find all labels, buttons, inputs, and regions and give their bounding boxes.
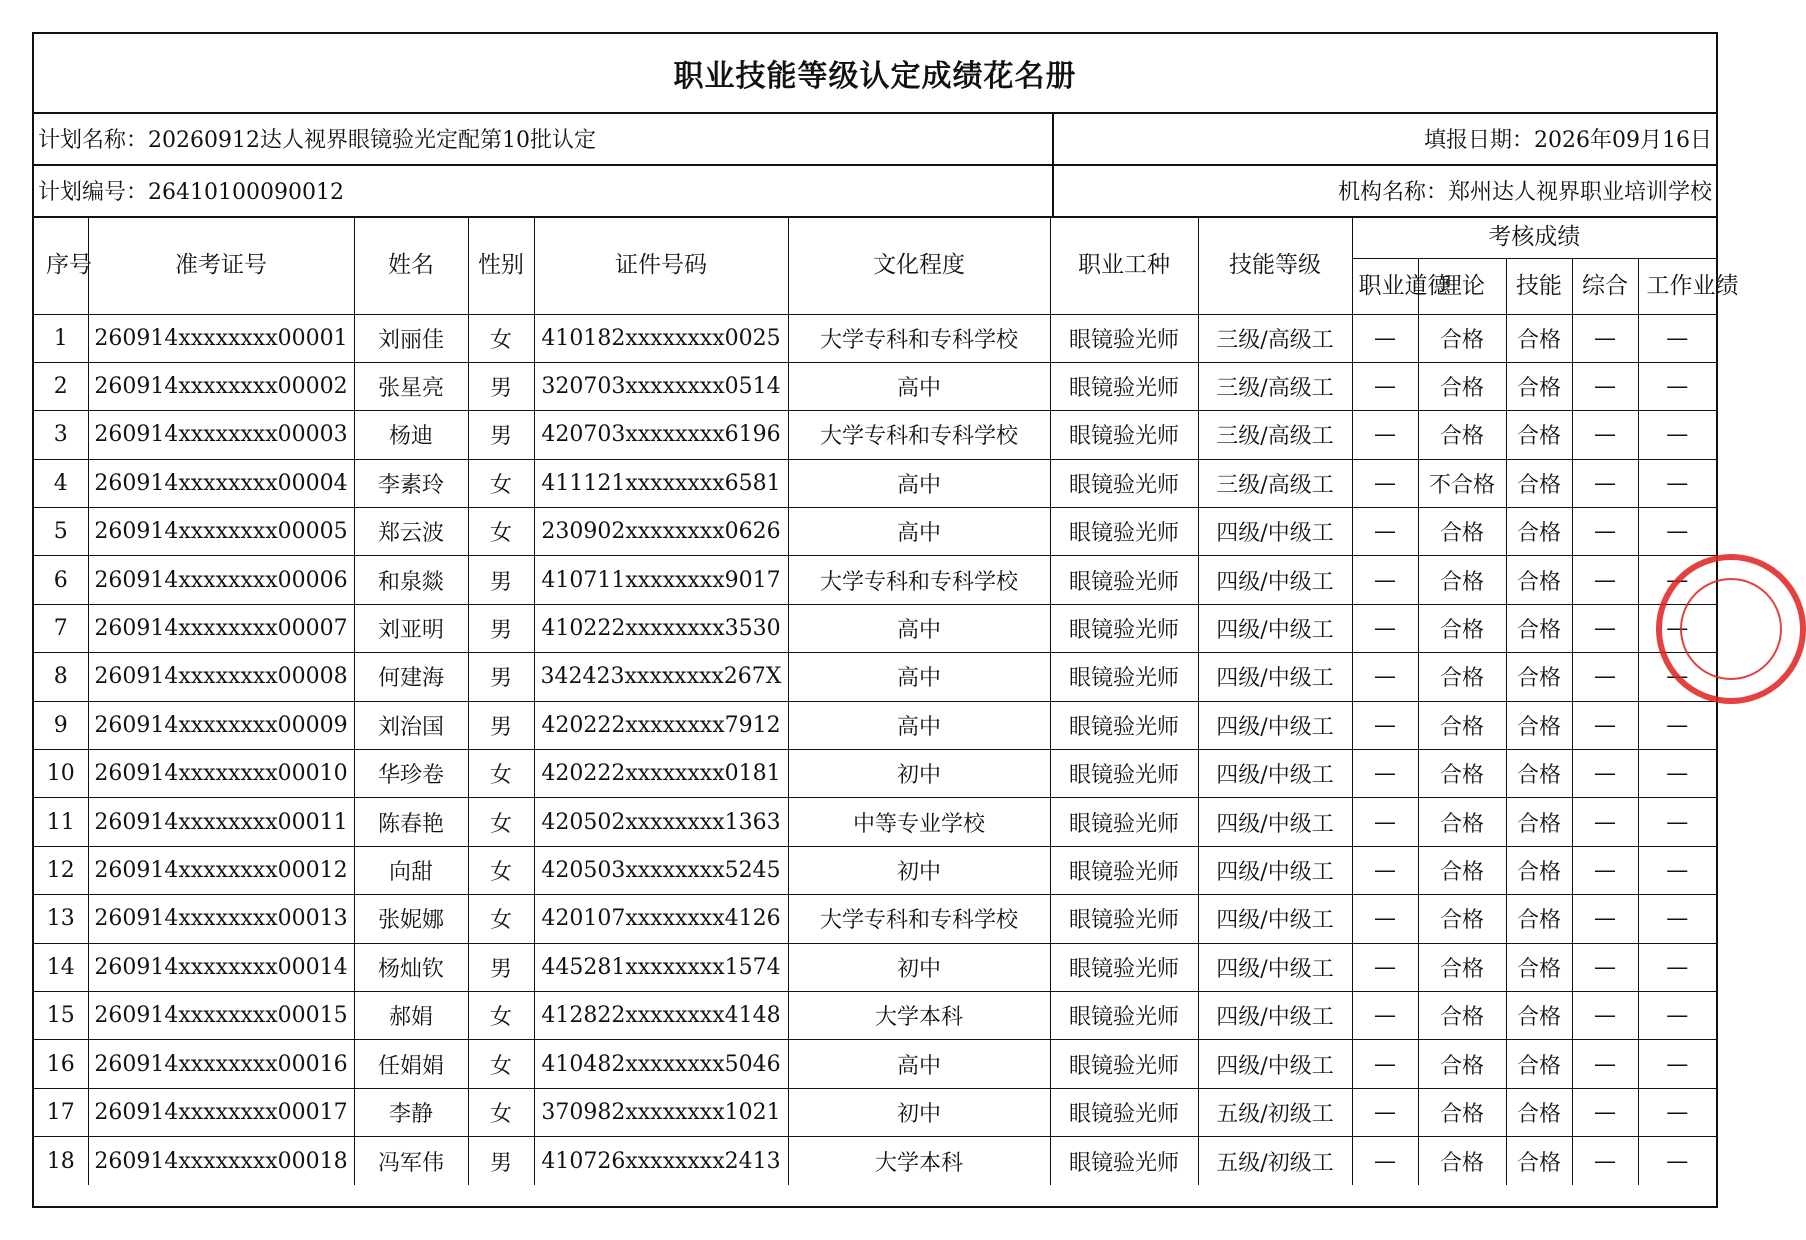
cell-skill: 合格 [1506, 653, 1572, 701]
cell-education: 大学本科 [788, 1137, 1050, 1185]
cell-theory: 合格 [1418, 556, 1506, 604]
cell-education: 初中 [788, 750, 1050, 798]
cell-work: — [1638, 508, 1716, 556]
header-id-no: 证件号码 [534, 216, 788, 314]
cell-skill: 合格 [1506, 1040, 1572, 1088]
header-theory: 理论 [1418, 258, 1506, 314]
header-gender: 性别 [468, 216, 534, 314]
cell-exam-no: 260914xxxxxxxx00009 [88, 701, 354, 749]
score-table [34, 216, 1739, 1185]
cell-level: 三级/高级工 [1198, 459, 1352, 507]
cell-exam-no: 260914xxxxxxxx00008 [88, 653, 354, 701]
cell-exam-no: 260914xxxxxxxx00001 [88, 314, 354, 362]
cell-name: 郑云波 [354, 508, 468, 556]
info-row-code [34, 164, 1716, 218]
cell-id-no: 230902xxxxxxxx0626 [534, 508, 788, 556]
cell-occupation: 眼镜验光师 [1050, 1137, 1198, 1185]
table-row [34, 895, 1716, 943]
cell-education: 高中 [788, 653, 1050, 701]
cell-theory: 合格 [1418, 895, 1506, 943]
cell-gender: 女 [468, 750, 534, 798]
cell-level: 三级/高级工 [1198, 314, 1352, 362]
header-work: 工作业绩 [1638, 258, 1716, 314]
cell-level: 四级/中级工 [1198, 846, 1352, 894]
cell-skill: 合格 [1506, 895, 1572, 943]
header-education: 文化程度 [788, 216, 1050, 314]
cell-overall: — [1572, 1137, 1638, 1185]
cell-id-no: 445281xxxxxxxx1574 [534, 943, 788, 991]
cell-name: 和泉燚 [354, 556, 468, 604]
red-seal-stamp [1656, 554, 1806, 704]
table-row [34, 556, 1716, 604]
cell-exam-no: 260914xxxxxxxx00011 [88, 798, 354, 846]
cell-skill: 合格 [1506, 459, 1572, 507]
cell-id-no: 410182xxxxxxxx0025 [534, 314, 788, 362]
cell-level: 四级/中级工 [1198, 1040, 1352, 1088]
cell-skill: 合格 [1506, 314, 1572, 362]
cell-work: — [1638, 750, 1716, 798]
cell-gender: 女 [468, 1040, 534, 1088]
cell-theory: 合格 [1418, 943, 1506, 991]
cell-seq: 7 [34, 604, 88, 652]
cell-name: 杨灿钦 [354, 943, 468, 991]
cell-occupation: 眼镜验光师 [1050, 701, 1198, 749]
cell-gender: 女 [468, 459, 534, 507]
cell-level: 四级/中级工 [1198, 750, 1352, 798]
cell-seq: 11 [34, 798, 88, 846]
cell-education: 大学专科和专科学校 [788, 556, 1050, 604]
cell-education: 高中 [788, 604, 1050, 652]
cell-gender: 女 [468, 508, 534, 556]
cell-level: 五级/初级工 [1198, 1088, 1352, 1136]
cell-occupation: 眼镜验光师 [1050, 943, 1198, 991]
fill-date: 填报日期：2026年09月16日 [1424, 127, 1712, 153]
info-row-plan [34, 112, 1716, 166]
cell-work: — [1638, 653, 1716, 701]
cell-level: 四级/中级工 [1198, 991, 1352, 1039]
cell-exam-no: 260914xxxxxxxx00005 [88, 508, 354, 556]
cell-skill: 合格 [1506, 798, 1572, 846]
cell-occupation: 眼镜验光师 [1050, 653, 1198, 701]
cell-overall: — [1572, 1088, 1638, 1136]
cell-ethics: — [1352, 604, 1418, 652]
cell-overall: — [1572, 508, 1638, 556]
cell-occupation: 眼镜验光师 [1050, 556, 1198, 604]
cell-theory: 合格 [1418, 314, 1506, 362]
cell-overall: — [1572, 459, 1638, 507]
cell-occupation: 眼镜验光师 [1050, 1040, 1198, 1088]
cell-exam-no: 260914xxxxxxxx00014 [88, 943, 354, 991]
cell-overall: — [1572, 604, 1638, 652]
cell-name: 刘丽佳 [354, 314, 468, 362]
cell-level: 四级/中级工 [1198, 701, 1352, 749]
cell-id-no: 410222xxxxxxxx3530 [534, 604, 788, 652]
cell-overall: — [1572, 798, 1638, 846]
cell-theory: 合格 [1418, 798, 1506, 846]
cell-overall: — [1572, 1040, 1638, 1088]
cell-occupation: 眼镜验光师 [1050, 895, 1198, 943]
cell-id-no: 410482xxxxxxxx5046 [534, 1040, 788, 1088]
cell-exam-no: 260914xxxxxxxx00017 [88, 1088, 354, 1136]
cell-id-no: 410711xxxxxxxx9017 [534, 556, 788, 604]
cell-skill: 合格 [1506, 1137, 1572, 1185]
cell-occupation: 眼镜验光师 [1050, 846, 1198, 894]
cell-id-no: 420222xxxxxxxx0181 [534, 750, 788, 798]
cell-name: 李静 [354, 1088, 468, 1136]
cell-id-no: 420502xxxxxxxx1363 [534, 798, 788, 846]
cell-ethics: — [1352, 362, 1418, 410]
cell-gender: 男 [468, 604, 534, 652]
cell-level: 五级/初级工 [1198, 1137, 1352, 1185]
plan-name: 计划名称：20260912达人视界眼镜验光定配第10批认定 [34, 112, 1054, 164]
cell-ethics: — [1352, 943, 1418, 991]
table-row [34, 1088, 1716, 1136]
cell-level: 四级/中级工 [1198, 604, 1352, 652]
header-seq: 序号 [34, 216, 88, 314]
cell-education: 大学专科和专科学校 [788, 314, 1050, 362]
cell-exam-no: 260914xxxxxxxx00002 [88, 362, 354, 410]
cell-gender: 男 [468, 1137, 534, 1185]
cell-work: — [1638, 411, 1716, 459]
cell-name: 华珍卷 [354, 750, 468, 798]
cell-ethics: — [1352, 701, 1418, 749]
cell-name: 冯军伟 [354, 1137, 468, 1185]
header-overall: 综合 [1572, 258, 1638, 314]
cell-exam-no: 260914xxxxxxxx00018 [88, 1137, 354, 1185]
cell-id-no: 420107xxxxxxxx4126 [534, 895, 788, 943]
cell-skill: 合格 [1506, 701, 1572, 749]
cell-overall: — [1572, 653, 1638, 701]
cell-work: — [1638, 604, 1716, 652]
cell-work: — [1638, 701, 1716, 749]
cell-work: — [1638, 798, 1716, 846]
cell-seq: 9 [34, 701, 88, 749]
table-row [34, 1040, 1716, 1088]
table-row [34, 314, 1716, 362]
cell-name: 张星亮 [354, 362, 468, 410]
cell-work: — [1638, 846, 1716, 894]
cell-overall: — [1572, 701, 1638, 749]
header-exam-no: 准考证号 [88, 216, 354, 314]
cell-seq: 14 [34, 943, 88, 991]
cell-name: 何建海 [354, 653, 468, 701]
cell-name: 刘亚明 [354, 604, 468, 652]
cell-exam-no: 260914xxxxxxxx00016 [88, 1040, 354, 1088]
cell-seq: 12 [34, 846, 88, 894]
cell-ethics: — [1352, 508, 1418, 556]
table-row [34, 943, 1716, 991]
cell-id-no: 410726xxxxxxxx2413 [534, 1137, 788, 1185]
cell-gender: 男 [468, 943, 534, 991]
cell-id-no: 420503xxxxxxxx5245 [534, 846, 788, 894]
cell-theory: 合格 [1418, 991, 1506, 1039]
cell-exam-no: 260914xxxxxxxx00006 [88, 556, 354, 604]
cell-seq: 16 [34, 1040, 88, 1088]
cell-ethics: — [1352, 750, 1418, 798]
table-row [34, 604, 1716, 652]
table-row [34, 701, 1716, 749]
cell-occupation: 眼镜验光师 [1050, 314, 1198, 362]
cell-name: 刘治国 [354, 701, 468, 749]
cell-ethics: — [1352, 1040, 1418, 1088]
cell-ethics: — [1352, 556, 1418, 604]
cell-name: 郝娟 [354, 991, 468, 1039]
table-row [34, 459, 1716, 507]
cell-skill: 合格 [1506, 1088, 1572, 1136]
cell-ethics: — [1352, 991, 1418, 1039]
cell-seq: 8 [34, 653, 88, 701]
cell-occupation: 眼镜验光师 [1050, 459, 1198, 507]
cell-work: — [1638, 943, 1716, 991]
cell-education: 高中 [788, 362, 1050, 410]
table-row [34, 798, 1716, 846]
cell-level: 四级/中级工 [1198, 895, 1352, 943]
cell-education: 大学专科和专科学校 [788, 411, 1050, 459]
cell-seq: 3 [34, 411, 88, 459]
cell-gender: 女 [468, 846, 534, 894]
document-title: 职业技能等级认定成绩花名册 [34, 34, 1716, 114]
cell-occupation: 眼镜验光师 [1050, 508, 1198, 556]
cell-theory: 合格 [1418, 750, 1506, 798]
cell-occupation: 眼镜验光师 [1050, 750, 1198, 798]
cell-theory: 合格 [1418, 846, 1506, 894]
cell-work: — [1638, 1137, 1716, 1185]
cell-skill: 合格 [1506, 846, 1572, 894]
cell-seq: 6 [34, 556, 88, 604]
header-scores: 考核成绩 [1352, 216, 1716, 258]
cell-work: — [1638, 991, 1716, 1039]
table-row [34, 1137, 1716, 1185]
cell-overall: — [1572, 314, 1638, 362]
cell-level: 四级/中级工 [1198, 653, 1352, 701]
cell-gender: 男 [468, 653, 534, 701]
cell-exam-no: 260914xxxxxxxx00013 [88, 895, 354, 943]
cell-theory: 合格 [1418, 1040, 1506, 1088]
cell-seq: 4 [34, 459, 88, 507]
cell-education: 初中 [788, 1088, 1050, 1136]
header-skill: 技能 [1506, 258, 1572, 314]
cell-theory: 合格 [1418, 508, 1506, 556]
cell-skill: 合格 [1506, 943, 1572, 991]
cell-theory: 不合格 [1418, 459, 1506, 507]
cell-exam-no: 260914xxxxxxxx00010 [88, 750, 354, 798]
cell-theory: 合格 [1418, 653, 1506, 701]
cell-occupation: 眼镜验光师 [1050, 1088, 1198, 1136]
cell-theory: 合格 [1418, 362, 1506, 410]
cell-skill: 合格 [1506, 991, 1572, 1039]
cell-work: — [1638, 459, 1716, 507]
cell-skill: 合格 [1506, 750, 1572, 798]
roster-sheet [32, 32, 1739, 1208]
cell-level: 三级/高级工 [1198, 411, 1352, 459]
cell-level: 四级/中级工 [1198, 943, 1352, 991]
cell-gender: 男 [468, 362, 534, 410]
cell-gender: 男 [468, 556, 534, 604]
cell-seq: 1 [34, 314, 88, 362]
cell-education: 大学专科和专科学校 [788, 895, 1050, 943]
cell-name: 陈春艳 [354, 798, 468, 846]
cell-education: 高中 [788, 701, 1050, 749]
cell-gender: 男 [468, 411, 534, 459]
table-row [34, 508, 1716, 556]
cell-exam-no: 260914xxxxxxxx00007 [88, 604, 354, 652]
cell-gender: 女 [468, 314, 534, 362]
cell-level: 四级/中级工 [1198, 556, 1352, 604]
cell-overall: — [1572, 895, 1638, 943]
cell-ethics: — [1352, 653, 1418, 701]
cell-gender: 女 [468, 895, 534, 943]
table-row [34, 846, 1716, 894]
cell-gender: 女 [468, 1088, 534, 1136]
cell-theory: 合格 [1418, 701, 1506, 749]
cell-skill: 合格 [1506, 411, 1572, 459]
cell-overall: — [1572, 750, 1638, 798]
cell-work: — [1638, 1040, 1716, 1088]
cell-gender: 男 [468, 701, 534, 749]
table-row [34, 750, 1716, 798]
cell-seq: 18 [34, 1137, 88, 1185]
cell-ethics: — [1352, 895, 1418, 943]
cell-id-no: 370982xxxxxxxx1021 [534, 1088, 788, 1136]
table-row [34, 362, 1716, 410]
cell-exam-no: 260914xxxxxxxx00015 [88, 991, 354, 1039]
header-name: 姓名 [354, 216, 468, 314]
cell-name: 向甜 [354, 846, 468, 894]
cell-gender: 女 [468, 798, 534, 846]
cell-ethics: — [1352, 1088, 1418, 1136]
cell-level: 四级/中级工 [1198, 508, 1352, 556]
cell-theory: 合格 [1418, 411, 1506, 459]
cell-name: 李素玲 [354, 459, 468, 507]
cell-id-no: 411121xxxxxxxx6581 [534, 459, 788, 507]
cell-overall: — [1572, 991, 1638, 1039]
cell-overall: — [1572, 362, 1638, 410]
cell-theory: 合格 [1418, 1088, 1506, 1136]
header-occupation: 职业工种 [1050, 216, 1198, 314]
cell-education: 高中 [788, 459, 1050, 507]
cell-id-no: 320703xxxxxxxx0514 [534, 362, 788, 410]
cell-ethics: — [1352, 846, 1418, 894]
cell-education: 中等专业学校 [788, 798, 1050, 846]
cell-ethics: — [1352, 314, 1418, 362]
cell-education: 高中 [788, 1040, 1050, 1088]
cell-occupation: 眼镜验光师 [1050, 362, 1198, 410]
cell-seq: 10 [34, 750, 88, 798]
table-row [34, 411, 1716, 459]
cell-ethics: — [1352, 798, 1418, 846]
cell-id-no: 420703xxxxxxxx6196 [534, 411, 788, 459]
cell-education: 高中 [788, 508, 1050, 556]
cell-skill: 合格 [1506, 604, 1572, 652]
cell-exam-no: 260914xxxxxxxx00012 [88, 846, 354, 894]
cell-ethics: — [1352, 411, 1418, 459]
cell-seq: 17 [34, 1088, 88, 1136]
table-row [34, 991, 1716, 1039]
cell-overall: — [1572, 411, 1638, 459]
cell-work: — [1638, 314, 1716, 362]
cell-skill: 合格 [1506, 556, 1572, 604]
cell-ethics: — [1352, 1137, 1418, 1185]
cell-occupation: 眼镜验光师 [1050, 991, 1198, 1039]
cell-work: — [1638, 362, 1716, 410]
cell-id-no: 412822xxxxxxxx4148 [534, 991, 788, 1039]
cell-level: 四级/中级工 [1198, 798, 1352, 846]
cell-theory: 合格 [1418, 604, 1506, 652]
cell-name: 杨迪 [354, 411, 468, 459]
cell-seq: 15 [34, 991, 88, 1039]
cell-exam-no: 260914xxxxxxxx00003 [88, 411, 354, 459]
cell-skill: 合格 [1506, 508, 1572, 556]
cell-education: 大学本科 [788, 991, 1050, 1039]
cell-education: 初中 [788, 943, 1050, 991]
cell-occupation: 眼镜验光师 [1050, 411, 1198, 459]
cell-theory: 合格 [1418, 1137, 1506, 1185]
cell-education: 初中 [788, 846, 1050, 894]
header-level: 技能等级 [1198, 216, 1352, 314]
cell-id-no: 420222xxxxxxxx7912 [534, 701, 788, 749]
cell-seq: 2 [34, 362, 88, 410]
table-row [34, 653, 1716, 701]
cell-gender: 女 [468, 991, 534, 1039]
plan-code: 计划编号：26410100090012 [34, 164, 1054, 216]
cell-overall: — [1572, 943, 1638, 991]
cell-name: 张妮娜 [354, 895, 468, 943]
cell-id-no: 342423xxxxxxxx267X [534, 653, 788, 701]
cell-occupation: 眼镜验光师 [1050, 798, 1198, 846]
header-ethics: 职业道德 [1352, 258, 1418, 314]
cell-ethics: — [1352, 459, 1418, 507]
cell-work: — [1638, 1088, 1716, 1136]
cell-seq: 5 [34, 508, 88, 556]
cell-exam-no: 260914xxxxxxxx00004 [88, 459, 354, 507]
cell-seq: 13 [34, 895, 88, 943]
org-name: 机构名称：郑州达人视界职业培训学校 [1337, 179, 1712, 205]
cell-overall: — [1572, 846, 1638, 894]
cell-name: 任娟娟 [354, 1040, 468, 1088]
cell-level: 三级/高级工 [1198, 362, 1352, 410]
cell-skill: 合格 [1506, 362, 1572, 410]
cell-overall: — [1572, 556, 1638, 604]
cell-work: — [1638, 556, 1716, 604]
cell-occupation: 眼镜验光师 [1050, 604, 1198, 652]
cell-work: — [1638, 895, 1716, 943]
